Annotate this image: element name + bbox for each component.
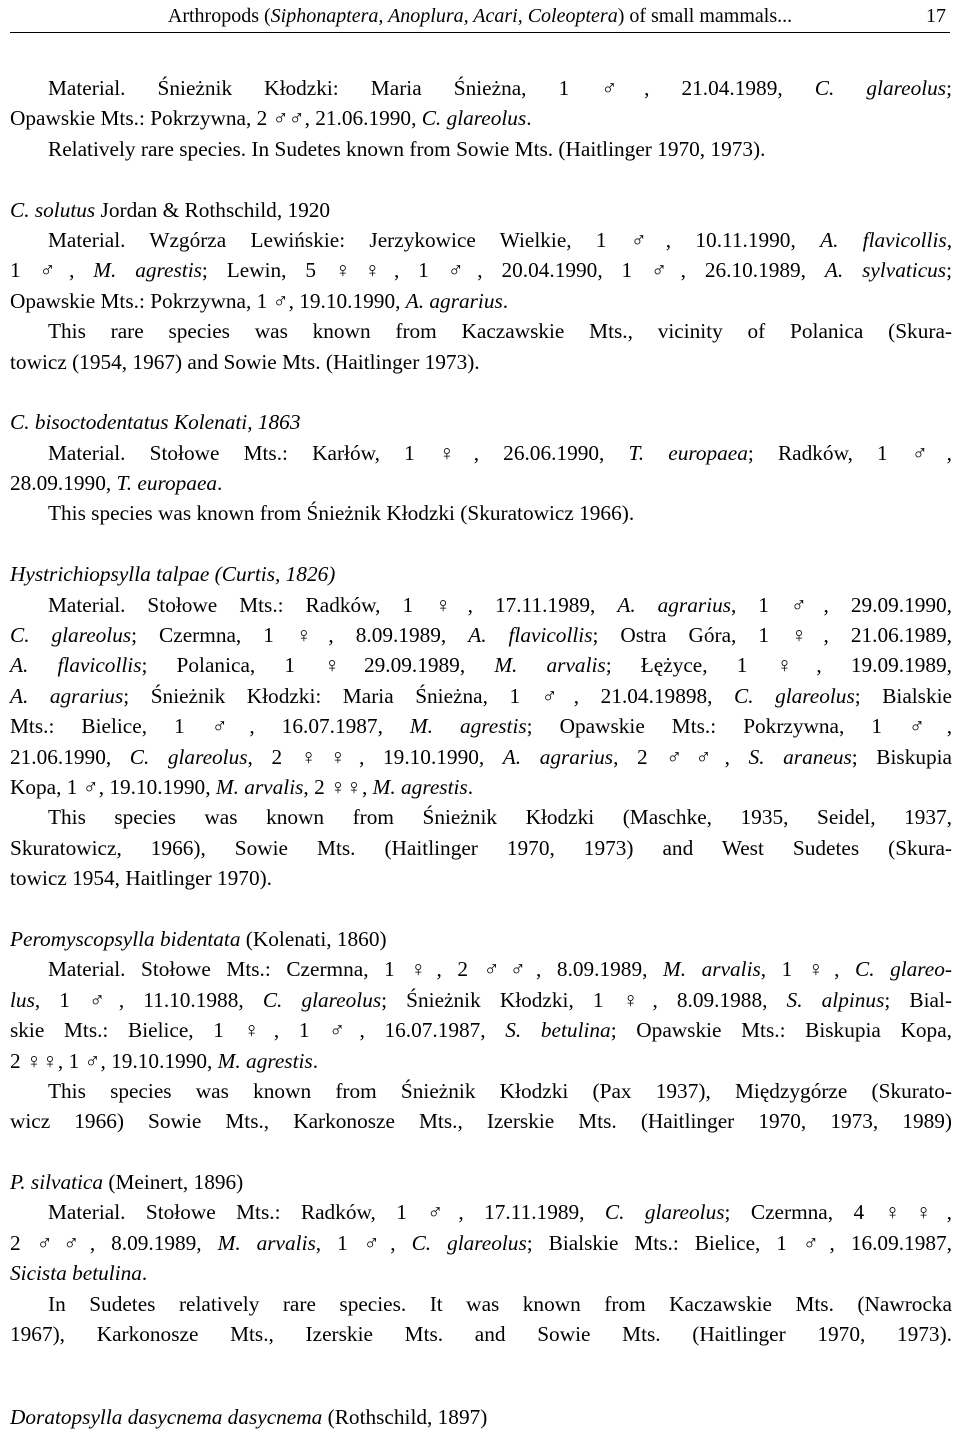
text-line: This species was known from Śnieżnik Kłodzki (Pax 1937), Międzygórze (Skurato- <box>48 1078 952 1103</box>
page-number: 17 <box>926 5 946 27</box>
text-line: C. solutus Jordan & Rothschild, 1920 <box>10 197 331 222</box>
text-line: Material. Stołowe Mts.: Radków, 1 ♂, 17.11.1989, C. glareolus; Czermna, 4 ♀♀, <box>48 1200 952 1225</box>
text-line: Material. Stołowe Mts.: Czermna, 1 ♀, 2 ♂♂, 8.09.1989, M. arvalis, 1 ♀, C. glareo- <box>48 957 952 982</box>
text-line: A. flavicollis; Polanica, 1 ♀29.09.1989, M. arvalis; Łężyce, 1 ♀, 19.09.1989, <box>10 653 952 678</box>
text-line: Doratopsylla dasycnema dasycnema (Rothschild, 1897) <box>10 1404 488 1429</box>
line-spacer <box>10 894 952 924</box>
text-line: In Sudetes relatively rare species. It was known from Kaczawskie Mts. (Nawrocka <box>48 1291 952 1316</box>
text-line: C. bisoctodentatus Kolenati, 1863 <box>10 410 301 435</box>
text-line: Relatively rare species. In Sudetes known from Sowie Mts. (Haitlinger 1970, 1973). <box>48 136 766 161</box>
text-line: Opawskie Mts.: Pokrzywna, 2 ♂♂, 21.06.1990, C. glareolus. <box>10 106 532 131</box>
line-spacer <box>10 1349 952 1379</box>
text-line: A. agrarius; Śnieżnik Kłodzki: Maria Śnieżna, 1 ♂, 21.04.19898, C. glareolus; Bialskie <box>10 683 952 708</box>
text-line: This species was known from Śnieżnik Kłodzki (Maschke, 1935, Seidel, 1937, <box>48 805 952 830</box>
body-text <box>10 73 952 1432</box>
text-line: This rare species was known from Kaczawskie Mts., vicinity of Polanica (Skura- <box>48 319 952 344</box>
text-line: 2 ♂♂, 8.09.1989, M. arvalis, 1 ♂, C. glareolus; Bialskie Mts.: Bielice, 1 ♂, 16.09.1987, <box>10 1230 952 1255</box>
text-line: Hystrichiopsylla talpae (Curtis, 1826) <box>10 562 336 587</box>
text-line: lus, 1 ♂, 11.10.1988, C. glareolus; Śnieżnik Kłodzki, 1 ♀, 8.09.1988, S. alpinus; Bial- <box>10 987 953 1012</box>
line-spacer <box>10 1380 952 1402</box>
text-line: 28.09.1990, T. europaea. <box>10 471 223 496</box>
text-line: Material. Stołowe Mts.: Radków, 1 ♀, 17.11.1989, A. agrarius, 1 ♂, 29.09.1990, <box>48 592 952 617</box>
text-line: wicz 1966) Sowie Mts., Karkonosze Mts., Izerskie Mts. (Haitlinger 1970, 1973, 1989) <box>10 1109 952 1134</box>
running-title: Arthropods (Siphonaptera, Anoplura, Acari, Coleoptera) of small mammals... <box>167 5 793 27</box>
text-line: Skuratowicz, 1966), Sowie Mts. (Haitlinger 1970, 1973) and West Sudetes (Skura- <box>10 835 952 860</box>
text-line: Mts.: Bielice, 1 ♂, 16.07.1987, M. agrestis; Opawskie Mts.: Pokrzywna, 1 ♂, <box>10 714 953 739</box>
text-line: P. silvatica (Meinert, 1896) <box>10 1170 244 1195</box>
text-line: towicz (1954, 1967) and Sowie Mts. (Haitlinger 1973). <box>10 349 480 374</box>
line-spacer <box>10 164 952 194</box>
text-line: This species was known from Śnieżnik Kłodzki (Skuratowicz 1966). <box>48 501 635 526</box>
text-line: 2 ♀♀, 1 ♂, 19.10.1990, M. agrestis. <box>10 1048 319 1073</box>
line-spacer <box>10 1137 952 1167</box>
text-line: 1 ♂, M. agrestis; Lewin, 5 ♀♀, 1 ♂, 20.04.1990, 1 ♂, 26.10.1989, A. sylvaticus; <box>10 258 953 283</box>
text-line: skie Mts.: Bielice, 1 ♀, 1 ♂, 16.07.1987, S. betulina; Opawskie Mts.: Biskupia Kopa, <box>10 1018 952 1043</box>
line-spacer <box>10 529 952 559</box>
text-line: C. glareolus; Czermna, 1 ♀, 8.09.1989, A. flavicollis; Ostra Góra, 1 ♀, 21.06.1989, <box>10 623 953 648</box>
text-line: Material. Śnieżnik Kłodzki: Maria Śnieżna, 1 ♂, 21.04.1989, C. glareolus; <box>48 76 952 100</box>
text-line: Peromyscopsylla bidentata (Kolenati, 1860) <box>10 926 387 951</box>
text-line: Sicista betulina. <box>10 1261 148 1286</box>
line-spacer <box>10 377 952 407</box>
text-line: Material. Wzgórza Lewińskie: Jerzykowice Wielkie, 1 ♂, 10.11.1990, A. flavicollis, <box>48 227 953 252</box>
text-line: towicz 1954, Haitlinger 1970). <box>10 866 273 891</box>
text-line: Kopa, 1 ♂, 19.10.1990, M. arvalis, 2 ♀♀, M. agrestis. <box>10 774 474 799</box>
text-line: 21.06.1990, C. glareolus, 2 ♀♀, 19.10.1990, A. agrarius, 2 ♂♂, S. araneus; Biskupia <box>10 744 953 769</box>
text-line: 1967), Karkonosze Mts., Izerskie Mts. and Sowie Mts. (Haitlinger 1970, 1973). <box>10 1322 952 1347</box>
text-line: Opawskie Mts.: Pokrzywna, 1 ♂, 19.10.1990, A. agrarius. <box>10 288 509 313</box>
running-header <box>10 2 950 33</box>
text-line: Material. Stołowe Mts.: Karłów, 1 ♀, 26.06.1990, T. europaea; Radków, 1 ♂, <box>48 440 952 465</box>
